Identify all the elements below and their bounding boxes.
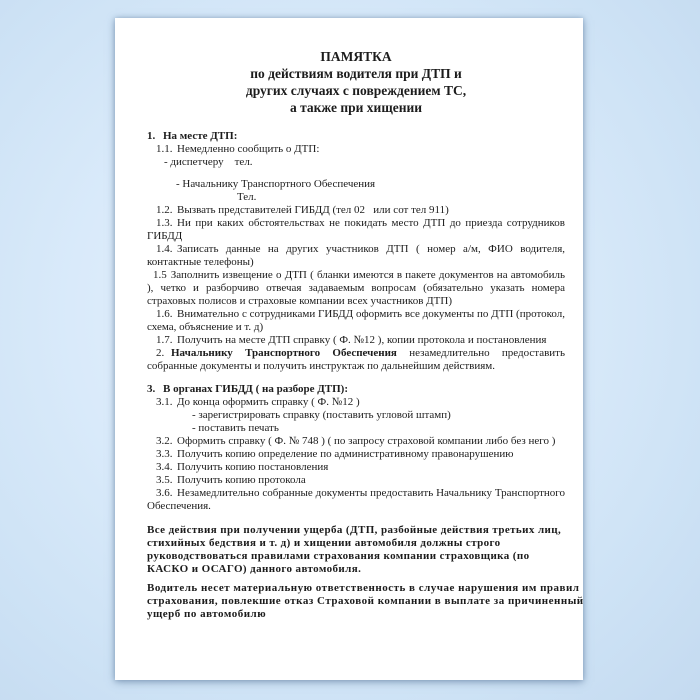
item-1-1-chief-line: - Начальнику Транспортного Обеспечения: [176, 178, 376, 190]
item-1-2-number: 1.2.: [156, 204, 173, 216]
item-3-5-number: 3.5.: [156, 474, 173, 486]
item-3-3: [147, 448, 565, 461]
section-2-addressee: Начальнику Транспортного Обеспечения: [171, 347, 397, 359]
item-1-6-number: 1.6.: [156, 308, 173, 320]
item-1-7-text: Получить на месте ДТП справку ( Ф. №12 ), копии протокола и постановления: [177, 334, 547, 346]
item-1-1-phone-line: Тел.: [237, 191, 257, 203]
insurance-rules-line: Все действия при получении ущерба (ДТП, разбойные действия третьих лиц,: [147, 524, 562, 536]
item-1-4: [147, 243, 565, 269]
insurance-rules-paragraph: [147, 524, 565, 576]
item-1-5-number: 1.5: [153, 269, 167, 281]
item-1-5: [147, 269, 565, 308]
driver-liability-paragraph: [147, 582, 584, 621]
item-3-6: [147, 487, 565, 513]
item-1-2: [147, 204, 565, 217]
item-1-6: [147, 308, 565, 334]
section-3-heading: [147, 383, 565, 396]
document-title: [147, 48, 565, 116]
item-1-6-text: Внимательно с сотрудниками ГИБДД оформить все документы по ДТП (протокол, схема, объяснение и т. д): [147, 308, 565, 333]
driver-liability-line: Водитель несет материальную ответственность в случае нарушения им правил: [147, 582, 580, 594]
driver-liability-line: страхования, повлекшие отказ Страховой компании в выплате за причиненный: [147, 595, 584, 607]
driver-liability-line: ущерб по автомобилю: [147, 608, 267, 620]
item-3-1-text: До конца оформить справку ( Ф. №12 ): [177, 396, 360, 408]
item-3-2-text: Оформить справку ( Ф. № 748 ) ( по запросу страховой компании либо без него ): [177, 435, 556, 447]
item-1-3-number: 1.3.: [156, 217, 173, 229]
section-2-text: незамедлительно предоставить собранные документы и получить инструктаж по дальнейшим действиям.: [147, 347, 565, 372]
document-title-line: ПАМЯТКА: [320, 49, 392, 64]
document-title-line: других случаях с повреждением ТС,: [245, 83, 467, 98]
item-1-4-text: Записать данные на других участников ДТП ( номер а/м, ФИО водителя, контактные телефоны): [147, 243, 565, 268]
insurance-rules-line: руководствоваться правилами страхования компании страховщика (по: [147, 550, 530, 562]
document-page: [115, 18, 583, 680]
item-3-4: [147, 461, 565, 474]
item-1-3: [147, 217, 565, 243]
item-3-1-register-line: - зарегистрировать справку (поставить угловой штамп): [192, 409, 451, 421]
section-2-paragraph: [147, 347, 565, 373]
item-3-1-stamp-line: - поставить печать: [192, 422, 279, 434]
item-3-4-text: Получить копию постановления: [177, 461, 329, 473]
section-1-number: 1.: [147, 130, 156, 142]
insurance-rules-line: КАСКО и ОСАГО) данного автомобиля.: [147, 563, 362, 575]
section-1-heading: [147, 130, 565, 143]
section-3-number: 3.: [147, 383, 156, 395]
item-3-1-number: 3.1.: [156, 396, 173, 408]
document-title-line: по действиям водителя при ДТП и: [250, 66, 462, 81]
item-3-6-number: 3.6.: [156, 487, 173, 499]
item-1-1: [147, 143, 565, 156]
document-title-line: а также при хищении: [289, 100, 423, 115]
insurance-rules-line: стихийных бедствия и т. д) и хищении автомобиля должны строго: [147, 537, 501, 549]
item-1-4-number: 1.4.: [156, 243, 173, 255]
item-1-1-text: Немедленно сообщить о ДТП:: [177, 143, 320, 155]
section-2-number: 2.: [156, 347, 165, 359]
item-3-3-text: Получить копию определение по административному правонарушению: [177, 448, 514, 460]
item-3-5-text: Получить копию протокола: [177, 474, 306, 486]
section-1-title: На месте ДТП:: [163, 130, 238, 142]
item-1-7-number: 1.7.: [156, 334, 173, 346]
item-1-5-text: Заполнить извещение о ДТП ( бланки имеются в пакете документов на автомобиль ), четко и разборчиво отвечая задаваемым вопросам (обязательно указать номера страховых полисов и страховые компании всех участников ДТП): [147, 269, 565, 307]
item-3-6-text: Незамедлительно собранные документы предоставить Начальнику Транспортного Обеспечения.: [147, 487, 565, 512]
item-3-4-number: 3.4.: [156, 461, 173, 473]
item-3-1: [147, 396, 565, 409]
item-1-2-text: Вызвать представителей ГИБДД (тел 02 или сот тел 911): [177, 204, 449, 216]
item-1-3-text: Ни при каких обстоятельствах не покидать место ДТП до приезда сотрудников ГИБДД: [147, 217, 565, 242]
item-3-2-number: 3.2.: [156, 435, 173, 447]
item-3-2: [147, 435, 565, 448]
item-1-7: [147, 334, 565, 347]
item-3-5: [147, 474, 565, 487]
section-3-title: В органах ГИБДД ( на разборе ДТП):: [163, 383, 349, 395]
item-3-3-number: 3.3.: [156, 448, 173, 460]
item-1-1-dispatcher-line: - диспетчеру тел.: [164, 156, 253, 168]
item-1-1-number: 1.1.: [156, 143, 173, 155]
